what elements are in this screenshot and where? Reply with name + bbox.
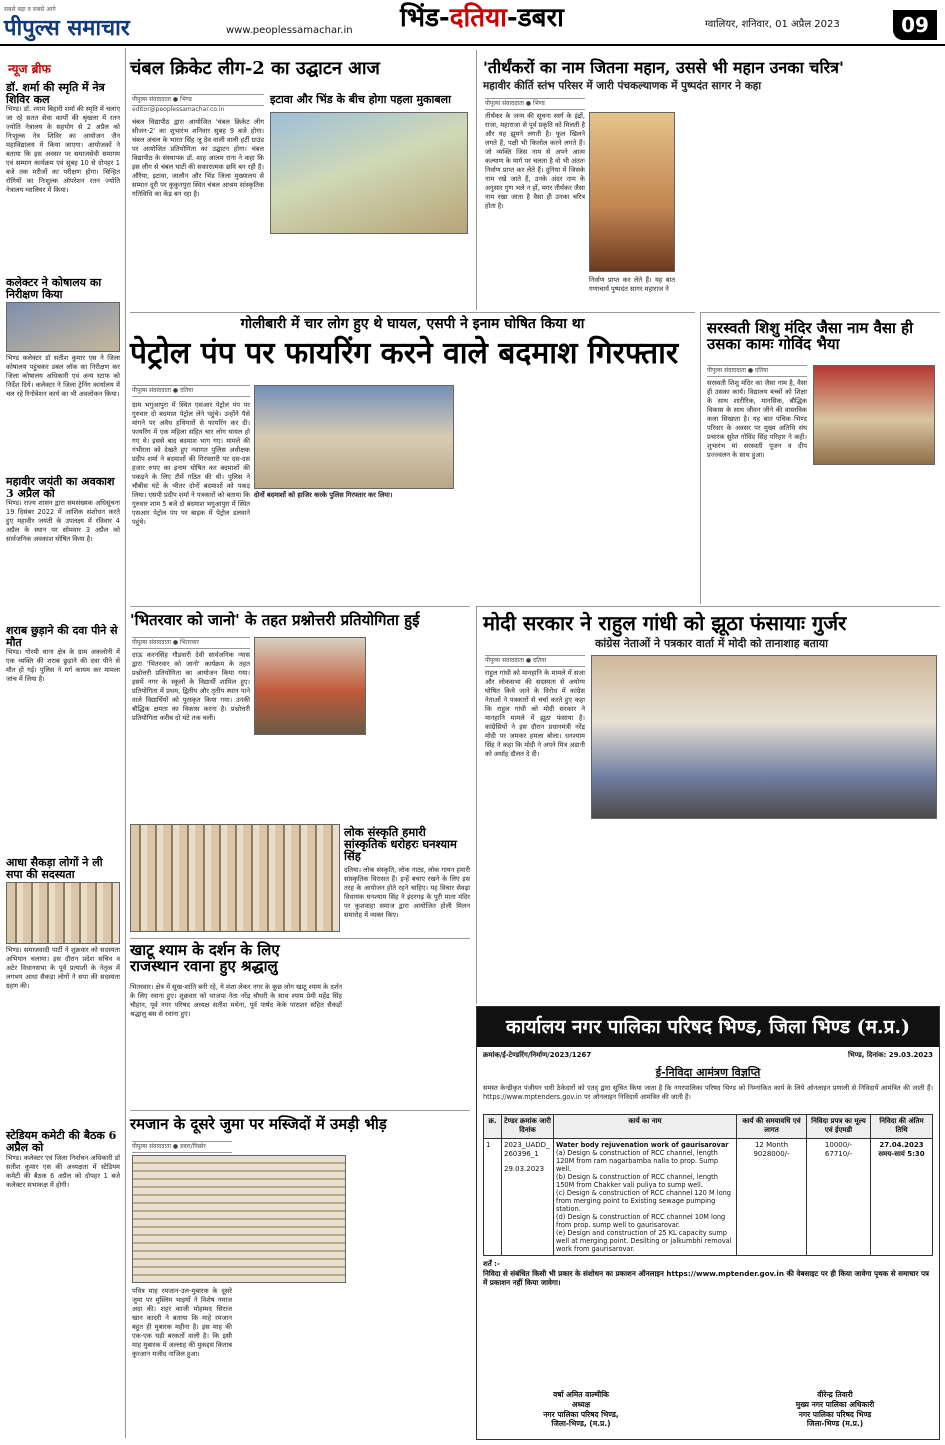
saraswati-headline[interactable]: सरस्वती शिशु मंदिर जैसा नाम वैसा ही उसका कामः गोविंद भैया bbox=[707, 319, 914, 353]
news-brief-label: न्यूज ब्रीफ bbox=[8, 62, 51, 76]
saraswati-body: सरस्वती शिशु मंदिर का जैसा नाम है, वैसा ही उसका कार्य। विद्यालय बच्चों को शिक्षा के साथ शारीरिक, मानसिक, बौद्धिक विकास के साथ जीवन जीने की वास्तविक कला सिखाता है। यह बात पंचिक भिण्ड परिवार के अवसर पर मुख्य अतिथि संघ प्रचारक सुरेश गोविंद सिंह परिहार ने कही। शुभारंभ मां सरस्वती पूजन व दीप प्रज्ज्वलन के साथ हुआ। bbox=[707, 379, 807, 459]
tender-title: कार्यालय नगर पालिका परिषद भिण्ड, जिला भिण्ड (म.प्र.) bbox=[477, 1007, 939, 1047]
cricket-ground-photo bbox=[270, 112, 468, 234]
row-last-date: 27.04.2023 समय-सायं 5:30 bbox=[871, 1138, 933, 1255]
col-duration: कार्य की समयावधि एवं लागत bbox=[737, 1115, 807, 1138]
ramzan-byline: पीपुल्स संवाददाता ● डबरा/पिछोर bbox=[132, 1141, 232, 1153]
row-work: Water body rejuvenation work of gaurisarovar (a) Design & construction of RCC channel, length 120M from ram nagarbamba nalla to prop. Sump well. (b) Design & construction of RCC channel, length 150M from Chakker vali puliya to sump well. (c) Design & construction of RCC channel 120 M long from merging point to Existing sewage pumping station. (d) Design & construction of RCC channel 10M long from prop. sump well to gaurisarovar. (e) Design and construction of 25 KL capacity sump well at merging point. Desilting or jalkumbhi removal work from gaurisarovar. bbox=[554, 1138, 737, 1255]
brief-title: स्टेडियम कमेटी की बैठक 6 अप्रैल को bbox=[6, 1129, 117, 1155]
cricket-story bbox=[130, 50, 470, 310]
khatu-headline[interactable]: खाटू श्याम के दर्शन के लिए राजस्थान रवाना हुए श्रद्धालु bbox=[130, 941, 280, 975]
brief-title: डॉ. शर्मा की स्मृति में नेत्र शिविर कल bbox=[6, 81, 105, 106]
signatory-right: वीरेन्द्र तिवारी मुख्य नगर पालिका अधिकारी नगर पालिका परिषद भिण्ड जिला-भिण्ड (म.प्र.) bbox=[795, 1390, 875, 1429]
tender-advertisement bbox=[476, 1006, 940, 1440]
ramzan-body: पवित्र माह रमजान-उल-मुबारक के दूसरे जुमा पर मुस्लिम भाइयों ने विशेष नमाज अदा की। शहर काजी मोहम्मद सिराज खान कादरी ने बताया कि माहे रमजान बहुत ही मुबारक महीना है। इस माह की एक-एक घड़ी बरकतों वाली है। कि इसी माह मुबारक में अल्लाह की मुकद्दस किताब कुरआन मजीद नाजिल हुआ। bbox=[132, 1287, 232, 1358]
cricket-subhead: इटावा और भिंड के बीच होगा पहला मुकाबला bbox=[270, 93, 451, 106]
brief-title: आधा सैकड़ा लोगों ने ली सपा की सदस्यता bbox=[6, 856, 103, 881]
monk-photo-caption: निर्वाण प्राप्त कर लेते हैं। यह बात गणाचार्य पुष्पदंत सागर महाराज ने bbox=[589, 276, 675, 293]
tender-notice-title: ई-निविदा आमंत्रण विज्ञप्ति bbox=[655, 1066, 761, 1080]
tirthankar-byline: पीपुल्स संवाददाता ● भिण्ड bbox=[485, 98, 585, 110]
ramzan-body-col2 bbox=[238, 1287, 346, 1437]
row-tender-no: 2023_UADD_260396_1 29.03.2023 bbox=[502, 1138, 554, 1255]
section-title: भिंड-दतिया-डबरा bbox=[400, 3, 564, 33]
modi-body: राहुल गांधी को मानहानि के मामले में सजा और लोकसभा की सदस्यता से अयोग्य घोषित किये जाने के विरोध में कांग्रेस नेताओं ने पत्रकारों से चर्चा करते हुए कहा कि राहुल गांधी को मोदी सरकार ने मानहानि मामले में झूठा फंसाया है। कांग्रेसियों ने इस दौरान प्रधानमंत्री नरेंद्र मोदी पर जमकर हमला बोला। धनश्याम सिंह ने कहा कि मोदी ने अपने मित्र अडानी को अथॉह दौलत दे दी। bbox=[485, 669, 585, 758]
bhitarwar-story bbox=[130, 606, 470, 822]
school-event-photo bbox=[813, 365, 935, 465]
brief-title: कलेक्टर ने कोषालय का निरीक्षण किया bbox=[6, 276, 102, 301]
police-press-photo bbox=[254, 385, 454, 489]
brief-body: भिण्ड कलेक्टर डॉ सतीश कुमार एस ने जिला कोषालय पहुंचकर डबल लॉक का निरीक्षण कर जिला कोषालय अधिकारी एवं अन्य स्टाफ को निर्देश दिये। कलेक्टर ने जिला ट्रेनिंग कार्यालय में चल रहे रिनोवेशन कार्य का भी अवलोकन किया। bbox=[6, 354, 120, 399]
logo-tagline: सबसे बड़ा व सबसे आगे bbox=[4, 6, 56, 13]
khatu-shyam-story bbox=[130, 938, 470, 1108]
row-fee: 10000/- 67710/- bbox=[807, 1138, 871, 1255]
congress-press-photo bbox=[591, 655, 937, 819]
brief-title: महावीर जयंती का अवकाश 3 अप्रैल को bbox=[6, 475, 115, 500]
bhitarwar-body-right bbox=[372, 637, 468, 821]
ramzan-body-col3 bbox=[352, 1141, 468, 1437]
tirthankar-headline[interactable]: 'तीर्थंकरों का नाम जितना महान, उससे भी महान उनका चरित्र' bbox=[483, 58, 844, 77]
petrol-pump-story bbox=[130, 312, 695, 604]
sp-membership-photo bbox=[6, 882, 120, 944]
khatu-body: भितरवार। क्षेत्र में सुख-शांति बनी रहे, ये मंशा लेकर नगर के कुछ लोग खाटू श्याम के दर्शन के लिए रवाना हुए। शुक्रवार को भाजपा नेता नरेंद्र चौधरी के साथ श्याम प्रेमी महेंद्र सिंह चौहान, पूर्व नगर परिषद अध्यक्ष सतीश मथेना, पूर्व पार्षद केके पाराशर सहित सैकड़ों श्रद्धालु बस से रवाना हुए। bbox=[130, 983, 342, 1018]
khatu-shyam-photo-block bbox=[130, 824, 340, 934]
tirthankar-body: तीर्थंकर के जन्म की सूचना स्वर्ग के इंद्रों, राजा, महाराजा से पूर्व प्रकृति को मिलती है और यह झूमने लगती है। फूल खिलने लगते हैं, पक्षी भी किलोल करने लगते हैं। जो व्यक्ति जिस नाम से अपने आत्म कल्याण के मार्ग पर चलता है वो भी अंततः निर्वाण प्राप्त कर लेते हैं। दुनिया में जिसके नाम रखे जाते हैं, उनके अंदर नाम के अनुसार गुण भले न हों, मगर तीर्थंकर जैसा नाम रखा जाता है वैसा ही उनका चरित्र होता है। bbox=[485, 112, 585, 210]
monk-photo bbox=[589, 112, 675, 272]
loksanskriti-headline[interactable]: लोक संस्कृति हमारी सांस्कृतिक धरोहरः घनश्याम सिंह bbox=[344, 825, 457, 864]
saraswati-byline: पीपुल्स संवाददाता ● दतिया bbox=[707, 365, 807, 377]
bhitarwar-body-continued bbox=[254, 739, 366, 821]
brief-body: भिण्ड। गोरमी थाना क्षेत्र के ग्राम अकलोनी में एक व्यक्ति की शराब छुड़ाने की दवा पीने से मौत हो गई। पुलिस ने मर्ग कायम कर मामला जांच में लिया है। bbox=[6, 648, 120, 684]
brief-body: भिण्ड। डॉ. श्याम बिहारी शर्मा की स्मृति में चलाए जा रहे सतत सेवा कार्यों की श्रृंखला में रतन ज्योति नेत्रालय के सहयोग से 2 अप्रैल को निःशुल्क नेत्र शिविर का आयोजन जैन महाविद्यालय में किया जाएगा। आयोजकों ने बताया कि इस अवसर पर समाजसेवी समागम एवं सम्मान कार्यक्रम एवं सुबह 10 से दोपहर 1 बजे तक मरीजों का परीक्षण होगा। चिन्हित रोगियों का निःशुल्क ऑपरेशन रतन ज्योति नेत्रालय ग्वालियर में किया। bbox=[6, 105, 120, 195]
issue-date: ग्वालियर, शनिवार, 01 अप्रैल 2023 bbox=[705, 19, 840, 30]
petrol-body: ग्राम भगुआपुरा में स्थित एसआर पेट्रोल पंप पर गुरुवार दो बदमाश पेट्रोल लेने पहुंचे। उन्होंने पैसे मांगने पर अवैध हथियारों से फायरिंग कर दी। फायरिंग में एक महिला सहित चार लोग घायल हो गए थे। इससे बाद बदमाश भाग गए। मामले की गंभीरता को देखते हुए नवागत पुलिस अधीक्षक प्रदीप शर्मा ने बदमाशों की गिरफ्तारी पर दस-दस हजार रुपए का इनाम घोषित कर बदमाशों की पकड़ने के लिए टीमें गठित की थी। पुलिस ने चौबीस घंटे के भीतर दोनों बदमाशों को पकड़ लिया। एसपी प्रदीप शर्मा ने पत्रकारों को बताया कि गुरुवार शाम 5 बजे दो बदमाश भगुआपुरा में स्थित एसआर पेट्रोल पंप पर बाइक में पेट्रोल डलवाने पहुंचे। bbox=[132, 401, 250, 526]
petrol-headline[interactable]: पेट्रोल पंप पर फायरिंग करने वाले बदमाश गिरफ्तार bbox=[130, 335, 679, 371]
bhitarwar-body: दाऊ करनसिंह गौडवारी देवी सार्वजनिक न्यास द्वारा 'भितरवार को जानो' कार्यक्रम के तहत प्रश्नोत्तरी प्रतियोगिता का आयोजन किया गया। इसमें नगर के स्कूलों के विद्यार्थी शामिल हुए। प्रतियोगिता में प्रथम, द्वितीय और तृतीय स्थान पाने वाले विद्यार्थियों को पुरस्कृत किया गया। उनकी बौद्धिक क्षमता का विकास करना है। प्रश्नोत्तरी प्रतियोगिता करीब दो घंटे तक चली। bbox=[132, 651, 250, 722]
masthead bbox=[0, 0, 945, 46]
petrol-byline: पीपुल्स संवाददाता ● दतिया bbox=[132, 385, 250, 397]
cricket-byline: पीपुल्स संवाददाता ● भिण्ड bbox=[132, 94, 264, 106]
cricket-email[interactable]: editor@peoplessamachar.co.in bbox=[132, 106, 225, 113]
saraswati-story bbox=[700, 312, 940, 604]
row-duration: 12 Month 9028000/- bbox=[737, 1138, 807, 1255]
modi-body-col3 bbox=[707, 823, 817, 999]
tender-note[interactable]: निविदा से संबंधित किसी भी प्रकार के संशोधन का प्रकाशन ऑनलाइन https://www.mptender.gov.in की वेबसाइट पर ही किया जावेगा पृथक से समाचार पत्र में प्रकाशन नहीं किया जावेगा। bbox=[483, 1268, 930, 1288]
namaz-photo bbox=[132, 1155, 346, 1283]
modi-byline: पीपुल्स संवाददाता ● दतिया bbox=[485, 655, 585, 667]
col-sn: क्र. bbox=[484, 1115, 502, 1138]
police-photo-caption: दोनों बदमाशों को हाजिर करके पुलिस गिरफ्तार कर लिया। bbox=[254, 491, 393, 499]
bhitarwar-byline: पीपुल्स संवाददाता ● भितरवार bbox=[132, 637, 250, 649]
collector-photo bbox=[6, 302, 120, 352]
tender-note-label: शर्तें :- bbox=[483, 1259, 500, 1268]
ramzan-headline[interactable]: रमजान के दूसरे जुमा पर मस्जिदों में उमड़ी भीड़ bbox=[130, 1115, 387, 1133]
brief-title: शराब छुड़ाने की दवा पीने से मौत bbox=[6, 624, 118, 649]
tirthankar-body-continued bbox=[681, 112, 937, 308]
bhitarwar-headline[interactable]: 'भितरवार को जानो' के तहत प्रश्नोत्तरी प्रतियोगिता हुई bbox=[130, 611, 420, 629]
brief-body: भिण्ड। समाजवादी पार्टी ने शुक्रवार को सदस्यता अभियान चलाया। इस दौरान प्रदेश सचिव व अटेर विधानसभा के पूर्व प्रत्याशी के नेतृत्व में लगभग आधा सैकड़ा लोगों ने सपा की सदस्यता ग्रहण की। bbox=[6, 946, 120, 991]
signatory-left: वर्षा अमित वाल्मीकि अध्यक्ष नगर पालिका परिषद भिण्ड, जिला-भिण्ड, (म.प्र.) bbox=[543, 1390, 619, 1429]
quiz-award-photo bbox=[254, 637, 366, 735]
petrol-kicker: गोलीबारी में चार लोग हुए थे घायल, एसपी ने इनाम घोषित किया था bbox=[240, 316, 585, 332]
cricket-body-continued bbox=[270, 238, 468, 308]
tender-ref: क्रमांक/ई-टेण्डरिंग/निर्माण/2023/1267 bbox=[483, 1051, 592, 1059]
loksanskriti-body: दतिया। लोक संस्कृति, लोक नाट्य, लोक गायन हमारी सांस्कृतिक विरासत हैं। इन्हें बचाए रखने के लिए इस तरह के आयोजन होते रहने चाहिए। यह विचार सेवढ़ा विधायक घनश्याम सिंह ने इंदरगढ़ के पुरी माता मंदिर पर कुशवाहा समाज द्वारा आयोजित होली मिलन समारोह में व्यक्त किए। bbox=[344, 866, 470, 920]
brief-body: भिण्ड। कलेक्टर एवं जिला निर्वाचन अधिकारी डॉ सतीश कुमार एस की अध्यक्षता में स्टेडियम कमेटी की बैठक 6 अप्रैल को दोपहर 1 बजे कलेक्टर सभाकक्ष में होगी। bbox=[6, 1153, 120, 1189]
logo-text: पीपुल्स समाचार bbox=[4, 14, 130, 41]
tirthankar-subhead: महावीर कीर्ति स्तंभ परिसर में जारी पंचकल्याणक में पुष्पदंत सागर ने कहा bbox=[483, 79, 762, 92]
pilgrims-photo bbox=[130, 824, 340, 932]
cricket-headline[interactable]: चंबल क्रिकेट लीग-2 का उद्घाटन आज bbox=[130, 58, 380, 79]
modi-body-col2 bbox=[591, 823, 701, 999]
tender-date: भिण्ड, दिनांक: 29.03.2023 bbox=[847, 1051, 933, 1059]
newspaper-logo[interactable] bbox=[4, 6, 130, 42]
website-url[interactable]: www.peoplessamachar.in bbox=[226, 25, 353, 36]
modi-subhead: कांग्रेस नेताओं ने पत्रकार वार्ता में मोदी को तानाशाह बताया bbox=[594, 637, 829, 650]
petrol-body-continued bbox=[254, 505, 454, 601]
table-row bbox=[484, 1138, 933, 1255]
cricket-body: चंबल विद्यापीठ द्वारा आयोजित 'चंबल क्रिकेट लीग सीजन-2' का शुभारंभ शनिवार सुबह 9 बजे होगा। चंबल अंचल के भारत सिंह जू देव वाली वाली हर्टी ग्राउंड पर आयोजित प्रतियोगिता का उद्घाटन होगा। चंबल विद्यापीठ के संस्थापक डॉ. शाह आलम राना ने कहा कि इस लीग से चंबल घाटी की सकारात्मक छवि बन रही है। औरैया, इटावा, जालौन और भिंड जिला मुख्यालय से सम्मान दूरी पर कुकुनपुरा स्थित चंबल आश्रम सांस्कृतिक गतिविधि का केंद्र बन रहा है। bbox=[132, 118, 264, 198]
modi-headline[interactable]: मोदी सरकार ने राहुल गांधी को झूठा फंसायाः गुर्जर bbox=[483, 611, 847, 635]
ramzan-story bbox=[130, 1110, 470, 1440]
col-tender-no: टेण्डर क्रमांक जारी दिनांक bbox=[502, 1115, 554, 1138]
brief-body: भिण्ड। राज्य शासन द्वारा समसंख्यक अधिसूचना 19 दिसंबर 2022 में आंशिक संशोधन करते हुए महावीर जयंती के उपलक्ष्य में रविवार 4 अप्रैल के स्थान पर सोमवार 3 अप्रैल को सार्वजनिक अवकाश घोषित किया है। bbox=[6, 499, 120, 544]
modi-body-col4 bbox=[823, 823, 937, 999]
news-brief-column bbox=[0, 48, 126, 1438]
modi-gurjar-story bbox=[476, 606, 940, 1004]
col-work: कार्य का नाम bbox=[554, 1115, 737, 1138]
tirthankar-story bbox=[476, 50, 940, 310]
saraswati-body-continued bbox=[813, 469, 935, 599]
col-last-date: निविदा की अंतिम तिथि bbox=[871, 1115, 933, 1138]
tender-intro: समस्त केन्द्रीकृत पंजीयन धारी ठेकेदारों को एतद् द्वारा सूचित किया जाता है कि नगरपालिका परिषद भिण्ड को निम्नांकित कार्य के लिये ऑनलाइन प्रणाली से निविदायें आमंत्रित की जाती हैं। https://www.mptenders.gov.in पर ऑनलाइन निविदायें आमंत्रित की जाती हैं। bbox=[483, 1084, 933, 1102]
page-number: 09 bbox=[893, 10, 937, 40]
col-fee: निविदा प्रपत्र का मूल्य एवं ईएमडी bbox=[807, 1115, 871, 1138]
row-sn: 1 bbox=[484, 1138, 502, 1255]
petrol-body-right bbox=[460, 385, 692, 601]
tender-table bbox=[483, 1114, 933, 1255]
